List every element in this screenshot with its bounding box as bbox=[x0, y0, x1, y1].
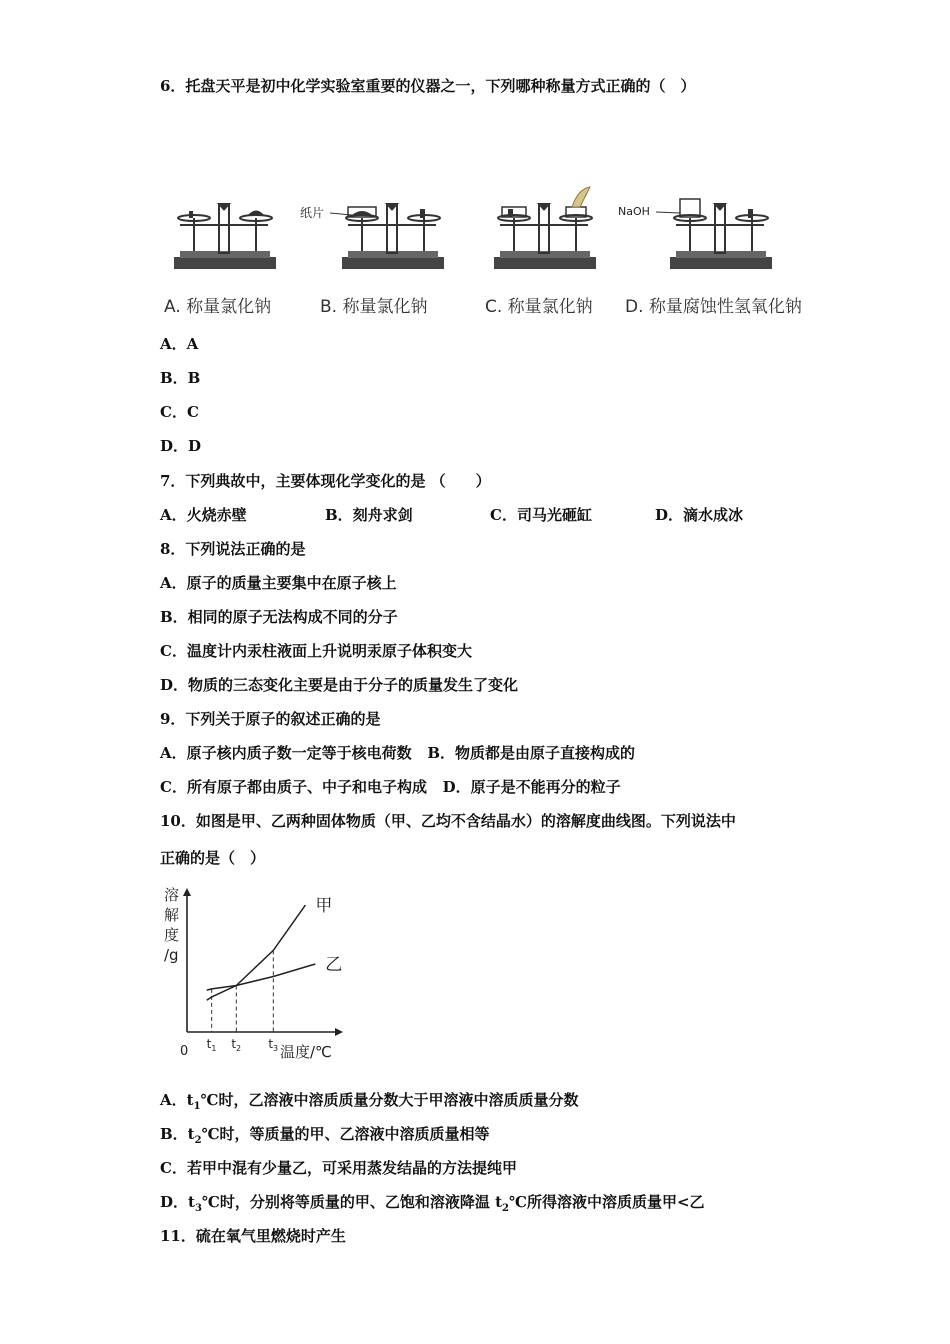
solubility-chart bbox=[160, 880, 360, 1070]
q6-stem: 6．托盘天平是初中化学实验室重要的仪器之一，下列哪种称量方式正确的（ ） bbox=[160, 77, 696, 95]
q10-option-a: A．$t_1℃$时，乙溶液中溶质质量分数大于甲溶液中溶质质量分数 bbox=[160, 1091, 579, 1112]
y-label-char-1: 溶 bbox=[164, 886, 180, 904]
q7-options bbox=[160, 505, 743, 525]
paper-label: 纸片 bbox=[300, 206, 325, 220]
q6-option-d: D．D bbox=[160, 437, 202, 455]
q9-option-b: B．物质都是由原子直接构成的 bbox=[427, 744, 635, 762]
origin-label: 0 bbox=[180, 1044, 189, 1059]
caption-d: D. 称量腐蚀性氢氧化钠 bbox=[625, 297, 802, 317]
balance-a bbox=[174, 203, 276, 269]
x-tick-label-t2: $t_2$ bbox=[231, 1037, 242, 1053]
x-tick-label-t1: $t_1$ bbox=[206, 1037, 217, 1053]
caption-c: C. 称量氯化钠 bbox=[485, 297, 593, 317]
q6-option-b: B．B bbox=[160, 369, 201, 387]
caption-a: A. 称量氯化钠 bbox=[164, 297, 272, 317]
balance-captions bbox=[160, 292, 810, 318]
balance-b bbox=[300, 203, 444, 269]
q10-option-c: C．若甲中混有少量乙，可采用蒸发结晶的方法提纯甲 bbox=[160, 1159, 517, 1177]
q9-options-row2 bbox=[160, 777, 621, 797]
series-label-yi: 乙 bbox=[325, 955, 343, 975]
q10-stem-line1: 10．如图是甲、乙两种固体物质（甲、乙均不含结晶水）的溶解度曲线图。下列说法中 bbox=[160, 812, 736, 830]
q6-option-a: A．A bbox=[160, 335, 199, 353]
q10-option-b: B．$t_2℃$时，等质量的甲、乙溶液中溶质质量相等 bbox=[160, 1125, 490, 1146]
x-axis-arrow bbox=[335, 1028, 343, 1036]
q8-stem: 8．下列说法正确的是 bbox=[160, 540, 306, 558]
x-axis-label: 温度/℃ bbox=[280, 1043, 332, 1061]
q7-option-d: D．滴水成冰 bbox=[655, 506, 744, 524]
q8-option-a: A．原子的质量主要集中在原子核上 bbox=[160, 574, 397, 592]
q6-option-c: C．C bbox=[160, 403, 199, 421]
q8-option-b: B．相同的原子无法构成不同的分子 bbox=[160, 608, 398, 626]
q9-option-a: A．原子核内质子数一定等于核电荷数 bbox=[160, 744, 412, 762]
q8-option-c: C．温度计内汞柱液面上升说明汞原子体积变大 bbox=[160, 642, 472, 660]
q9-options-row1 bbox=[160, 743, 635, 763]
series-label-jia: 甲 bbox=[315, 896, 333, 917]
q10-stem-line2: 正确的是（ ） bbox=[160, 849, 266, 867]
balances-figure bbox=[160, 185, 820, 285]
x-tick-label-t3: $t_3$ bbox=[268, 1037, 279, 1053]
q8-option-d: D．物质的三态变化主要是由于分子的质量发生了变化 bbox=[160, 676, 519, 694]
balance-d bbox=[618, 199, 772, 269]
series-line-yi bbox=[207, 964, 316, 990]
q9-option-c: C．所有原子都由质子、中子和电子构成 bbox=[160, 778, 427, 796]
y-axis-arrow bbox=[183, 888, 191, 896]
caption-b: B. 称量氯化钠 bbox=[320, 297, 428, 317]
q7-option-a: A．火烧赤壁 bbox=[160, 506, 247, 524]
balance-c bbox=[494, 187, 596, 269]
q11-stem: 11．硫在氧气里燃烧时产生 bbox=[160, 1227, 346, 1245]
naoh-label: NaOH bbox=[618, 205, 650, 218]
q10-option-d: D．$t_3℃$时，分别将等质量的甲、乙饱和溶液降温 $t_2℃$所得溶液中溶质质量甲<乙 bbox=[160, 1193, 705, 1214]
series-line-jia bbox=[207, 905, 306, 1000]
q9-stem: 9．下列关于原子的叙述正确的是 bbox=[160, 710, 381, 728]
q7-option-c: C．司马光砸缸 bbox=[490, 506, 592, 524]
y-label-char-4: /g bbox=[164, 946, 179, 964]
y-label-char-2: 解 bbox=[164, 906, 180, 924]
q7-option-b: B．刻舟求剑 bbox=[325, 506, 413, 524]
q9-option-d: D．原子是不能再分的粒子 bbox=[442, 778, 621, 796]
q7-stem: 7．下列典故中，主要体现化学变化的是 （ ） bbox=[160, 472, 491, 490]
y-label-char-3: 度 bbox=[164, 926, 180, 944]
